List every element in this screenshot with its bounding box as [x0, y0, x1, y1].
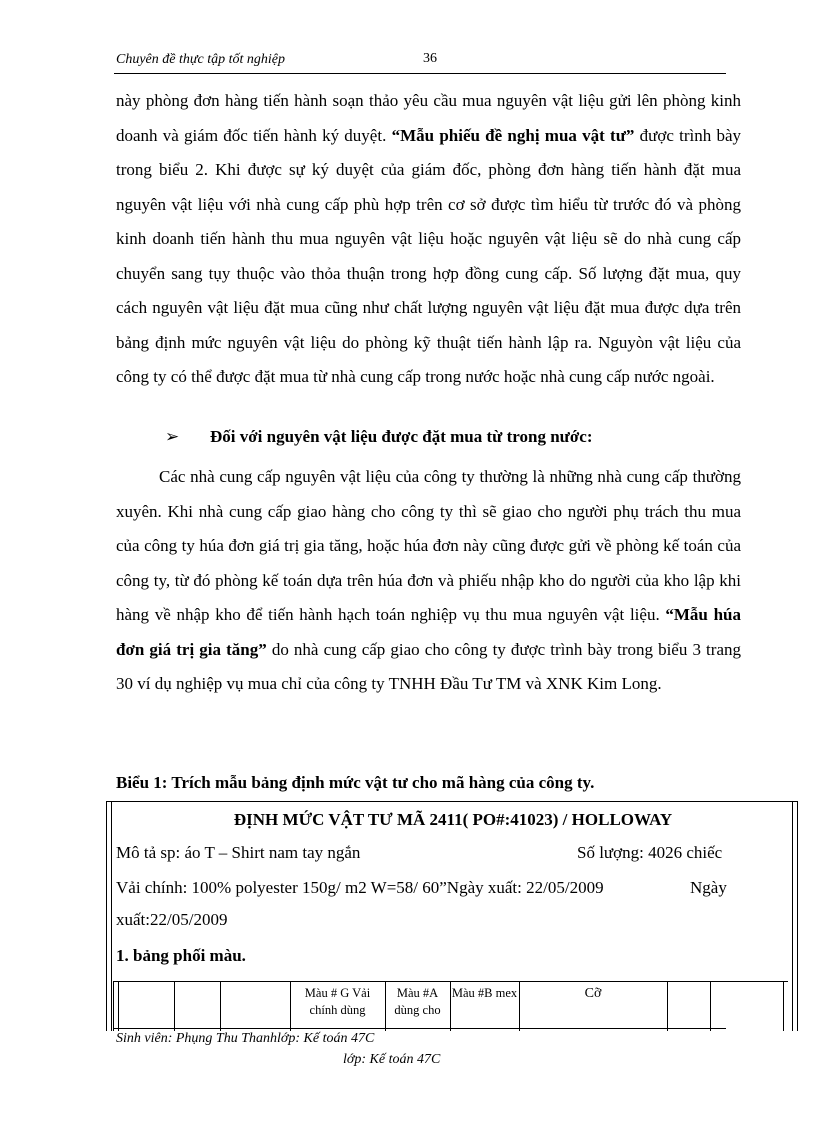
text-run: Các nhà cung cấp nguyên vật liệu của công ty thường là những nhà cung cấp thường xuyên. Khi nhà cung cấp giao hàng cho công ty thì sẽ giao cho người phụ trách thu mua của công ty húa đơn giá trị gia tăng, hoặc húa đơn này cũng được gửi về phòng kế toán của công ty, từ đó phòng kế toán dựa trên húa đơn và phiếu nhập kho do người của kho lập khi hàng về nhập kho để tiến hành hạch toán nghiệp vụ thu mua nguyên vật liệu. [116, 467, 741, 624]
date-continued: xuất:22/05/2009 [116, 910, 228, 929]
page-number: 36 [423, 51, 437, 66]
table-caption: Biểu 1: Trích mẫu bảng định mức vật tư cho mã hàng của công ty. [116, 773, 595, 792]
footer-class: lớp: Kế toán 47C [343, 1052, 441, 1067]
paragraph-1 [116, 84, 741, 395]
text-run: này phòng đơn hàng tiến hành soạn thảo yêu cầu mua nguyên vật liệu gửi lên phòng kinh doanh và giám đốc tiến hành ký duyệt. [116, 91, 741, 145]
column-header-color-a: Màu #A dùng cho [394, 986, 441, 1017]
bullet-heading-text: Đối với nguyên vật liệu được đặt mua từ trong nước: [210, 427, 593, 446]
color-table-header [113, 981, 788, 1031]
column-header-main-fabric: Màu # G Vải chính dùng [304, 986, 371, 1017]
color-section-heading: 1. bảng phối màu. [116, 946, 246, 965]
grid-divider [113, 981, 114, 1031]
box-inner-left-border [111, 802, 112, 1031]
date-label: Ngày [690, 878, 727, 897]
column-header-size: Cỡ [584, 986, 602, 1001]
fabric-spec: Vải chính: 100% polyester 150g/ m2 W=58/ 60”Ngày xuất: 22/05/2009 [116, 878, 604, 897]
column-header-color-b: Màu #B mex [451, 986, 518, 1000]
box-inner-right-border [792, 802, 793, 1031]
grid-divider [220, 981, 221, 1031]
footer-rule [114, 1028, 726, 1029]
norm-table-title: ĐỊNH MỨC VẬT TƯ MÃ 2411( PO#:41023) / HOLLOWAY [233, 810, 673, 829]
bold-text-run: “Mẫu phiếu đề nghị mua vật tư” [391, 125, 635, 145]
paragraph-2 [116, 460, 741, 702]
grid-divider [174, 981, 175, 1031]
header-rule [114, 73, 726, 74]
grid-divider [710, 981, 711, 1031]
product-description: Mô tả sp: áo T – Shirt nam tay ngắn [116, 843, 361, 862]
grid-divider [667, 981, 668, 1031]
bold-text-run: “Mẫu húa đơn giá trị gia tăng” [116, 605, 741, 659]
footer-student: Sinh viên: Phụng Thu Thanhlớp: Kế toán 47C [116, 1031, 375, 1046]
bullet-heading [165, 427, 593, 447]
header-title: Chuyên đề thực tập tốt nghiệp [116, 52, 285, 67]
text-run: được trình bày trong biểu 2. Khi được sự ký duyệt của giám đốc, phòng đơn hàng tiến hành đặt mua nguyên vật liệu với nhà cung cấp phù hợp trên cơ sở được tìm hiểu từ trước đó và phòng kinh doanh tiến hành thu mua nguyên vật liệu hoặc nguyên vật liệu sẽ do nhà cung cấp chuyển sang tụy thuộc vào thỏa thuận trong hợp đồng cung cấp. Số lượng đặt mua, quy cách nguyên vật liệu đặt mua cũng như chất lượng nguyên vật liệu đặt mua được dựa trên bảng định mức nguyên vật liệu do phòng kỹ thuật tiến hành lập ra. Nguyòn vật liệu của công ty có thể được đặt mua từ nhà cung cấp trong nước hoặc nhà cung cấp nước ngoài. [116, 125, 742, 386]
product-quantity: Số lượng: 4026 chiếc [577, 843, 723, 862]
arrow-bullet-icon: ➢ [165, 427, 180, 446]
grid-divider [118, 981, 119, 1031]
text-run: do nhà cung cấp giao cho công ty được trình bày trong biểu 3 trang 30 ví dụ nghiệp vụ mua chỉ của công ty TNHH Đầu Tư TM và XNK Kim Long. [116, 639, 741, 693]
grid-divider [783, 981, 784, 1031]
